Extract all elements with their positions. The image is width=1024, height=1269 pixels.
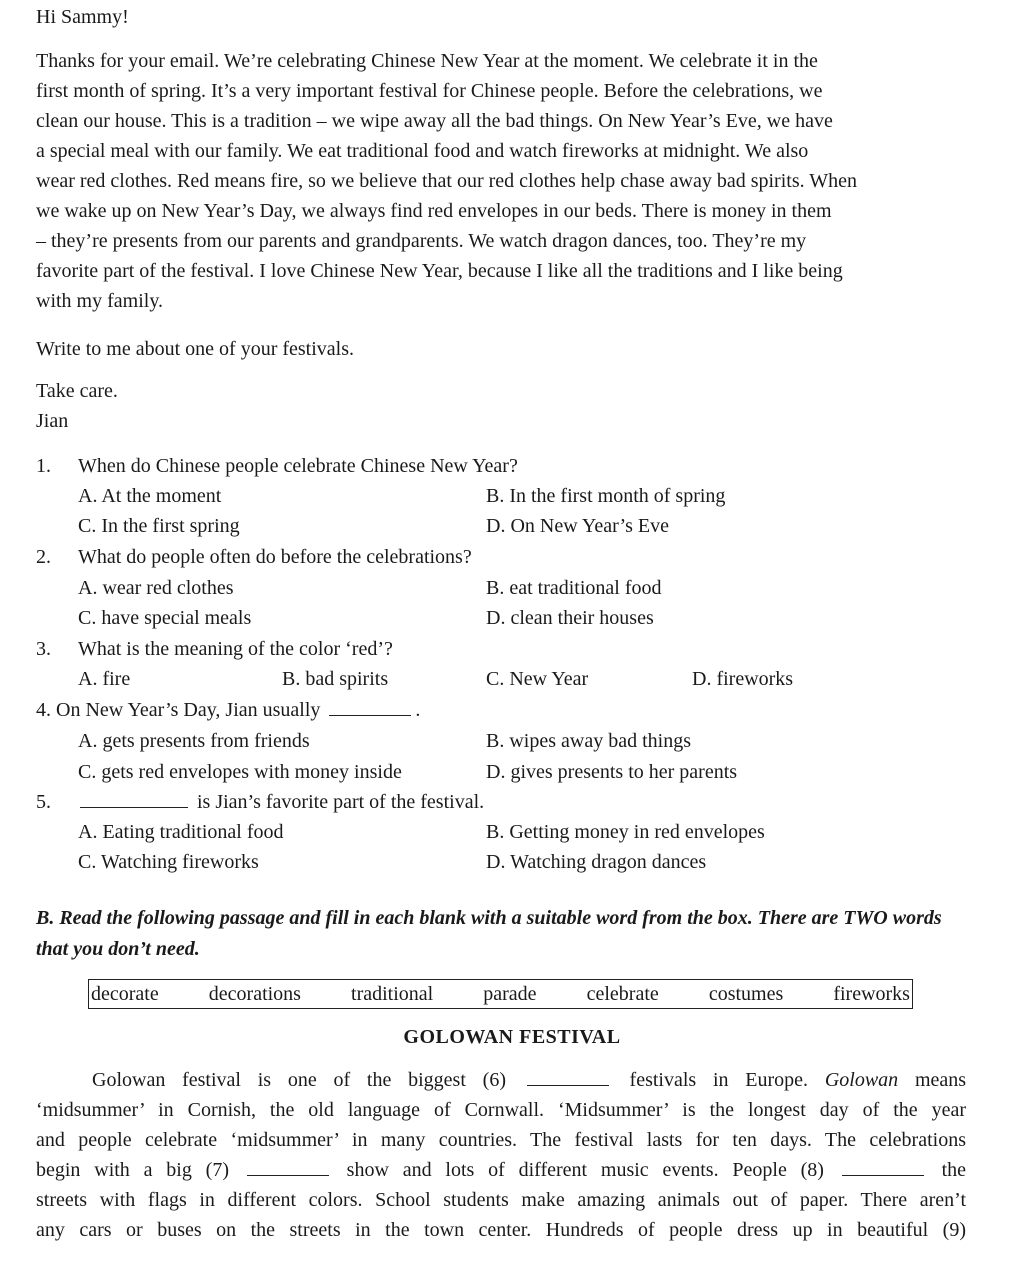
question-text-before: On New Year’s Day, Jian usually bbox=[56, 699, 321, 721]
question-number: 3. bbox=[36, 638, 51, 660]
passage-text: the bbox=[941, 1159, 967, 1181]
passage-line: ‘midsummer’ in Cornish, the old language of Cornwall. ‘Midsummer’ is the longest day of the year bbox=[36, 1099, 966, 1121]
answer-option[interactable]: D. Watching dragon dances bbox=[486, 851, 707, 873]
passage-line bbox=[36, 1065, 966, 1095]
answer-option[interactable]: A. At the moment bbox=[78, 485, 222, 507]
question-number: 4. bbox=[36, 699, 51, 721]
word-box-item: decorations bbox=[208, 983, 301, 1005]
question-text bbox=[36, 695, 420, 725]
passage-text: means bbox=[914, 1069, 967, 1091]
letter-line: a special meal with our family. We eat traditional food and watch fireworks at midnight. We also bbox=[36, 140, 809, 162]
word-box bbox=[88, 979, 913, 1009]
question-text: When do Chinese people celebrate Chinese New Year? bbox=[78, 455, 518, 477]
letter-line: Thanks for your email. We’re celebrating Chinese New Year at the moment. We celebrate it in the bbox=[36, 50, 818, 72]
word-box-item: parade bbox=[483, 983, 537, 1005]
passage-line: streets with flags in different colors. School students make amazing animals out of paper. There aren’t bbox=[36, 1189, 966, 1211]
passage-title: GOLOWAN FESTIVAL bbox=[403, 1026, 621, 1048]
passage-text: show and lots of different music events. People (8) bbox=[346, 1159, 824, 1181]
passage-text: begin with a big (7) bbox=[36, 1159, 230, 1181]
letter-line: favorite part of the festival. I love Chinese New Year, because I like all the traditions and I like being bbox=[36, 260, 843, 282]
question-text: What do people often do before the celebrations? bbox=[78, 546, 472, 568]
answer-option[interactable]: B. wipes away bad things bbox=[486, 730, 691, 752]
answer-option[interactable]: C. In the first spring bbox=[78, 515, 240, 537]
letter-line: clean our house. This is a tradition – we wipe away all the bad things. On New Year’s Eve, we have bbox=[36, 110, 833, 132]
word-box-item: costumes bbox=[708, 983, 784, 1005]
letter-signature: Jian bbox=[36, 410, 69, 432]
answer-option[interactable]: A. wear red clothes bbox=[78, 577, 234, 599]
answer-option[interactable]: C. have special meals bbox=[78, 607, 252, 629]
answer-option[interactable]: B. Getting money in red envelopes bbox=[486, 821, 765, 843]
question-number: 1. bbox=[36, 455, 51, 477]
question-text: What is the meaning of the color ‘red’? bbox=[78, 638, 393, 660]
letter-line: we wake up on New Year’s Day, we always find red envelopes in our beds. There is money in them bbox=[36, 200, 832, 222]
letter-closing: Take care. bbox=[36, 380, 118, 402]
answer-blank-8[interactable] bbox=[842, 1155, 924, 1176]
question-number: 5. bbox=[36, 791, 51, 813]
answer-option[interactable]: D. On New Year’s Eve bbox=[486, 515, 669, 537]
answer-option[interactable]: C. New Year bbox=[486, 668, 589, 690]
letter-line: – they’re presents from our parents and grandparents. We watch dragon dances, too. They’re my bbox=[36, 230, 807, 252]
letter-greeting: Hi Sammy! bbox=[36, 6, 129, 28]
word-box-item: traditional bbox=[351, 983, 434, 1005]
answer-blank-7[interactable] bbox=[247, 1155, 329, 1176]
answer-option[interactable]: C. Watching fireworks bbox=[78, 851, 259, 873]
passage-line: any cars or buses on the streets in the town center. Hundreds of people dress up in beautiful (9) bbox=[36, 1219, 966, 1241]
question-text bbox=[76, 787, 484, 817]
passage-line bbox=[36, 1155, 966, 1185]
answer-blank-6[interactable] bbox=[527, 1065, 609, 1086]
letter-body bbox=[36, 46, 966, 316]
answer-option[interactable]: D. clean their houses bbox=[486, 607, 654, 629]
question-number: 2. bbox=[36, 546, 51, 568]
answer-option[interactable]: B. bad spirits bbox=[282, 668, 389, 690]
letter-line: with my family. bbox=[36, 290, 164, 312]
question-text-after: . bbox=[415, 699, 421, 721]
passage-text: festivals in Europe. bbox=[629, 1069, 809, 1091]
word-box-item: decorate bbox=[91, 983, 159, 1005]
passage-italic-word: Golowan bbox=[824, 1069, 899, 1091]
answer-option[interactable]: A. Eating traditional food bbox=[78, 821, 284, 843]
letter-line: wear red clothes. Red means fire, so we believe that our red clothes help chase away bad spirits. When bbox=[36, 170, 858, 192]
answer-option[interactable]: D. fireworks bbox=[692, 668, 794, 690]
letter-line: first month of spring. It’s a very important festival for Chinese people. Before the celebrations, we bbox=[36, 80, 823, 102]
word-box-item: fireworks bbox=[833, 983, 910, 1005]
passage-text: Golowan festival is one of the biggest (6) bbox=[92, 1069, 506, 1091]
answer-blank[interactable] bbox=[329, 695, 411, 716]
section-b-instruction: B. Read the following passage and fill in each blank with a suitable word from the box. There are TWO words that you don’t need. bbox=[36, 907, 942, 960]
letter-prompt: Write to me about one of your festivals. bbox=[36, 338, 354, 360]
passage-line: and people celebrate ‘midsummer’ in many countries. The festival lasts for ten days. The celebrations bbox=[36, 1129, 966, 1151]
answer-option[interactable]: C. gets red envelopes with money inside bbox=[78, 761, 402, 783]
answer-option[interactable]: B. eat traditional food bbox=[486, 577, 662, 599]
answer-option[interactable]: A. gets presents from friends bbox=[78, 730, 310, 752]
passage-body bbox=[36, 1065, 966, 1245]
answer-option[interactable]: D. gives presents to her parents bbox=[486, 761, 738, 783]
answer-blank[interactable] bbox=[80, 787, 188, 808]
answer-option[interactable]: A. fire bbox=[78, 668, 131, 690]
question-text-after: is Jian’s favorite part of the festival. bbox=[197, 791, 485, 813]
word-box-item: celebrate bbox=[586, 983, 659, 1005]
answer-option[interactable]: B. In the first month of spring bbox=[486, 485, 726, 507]
